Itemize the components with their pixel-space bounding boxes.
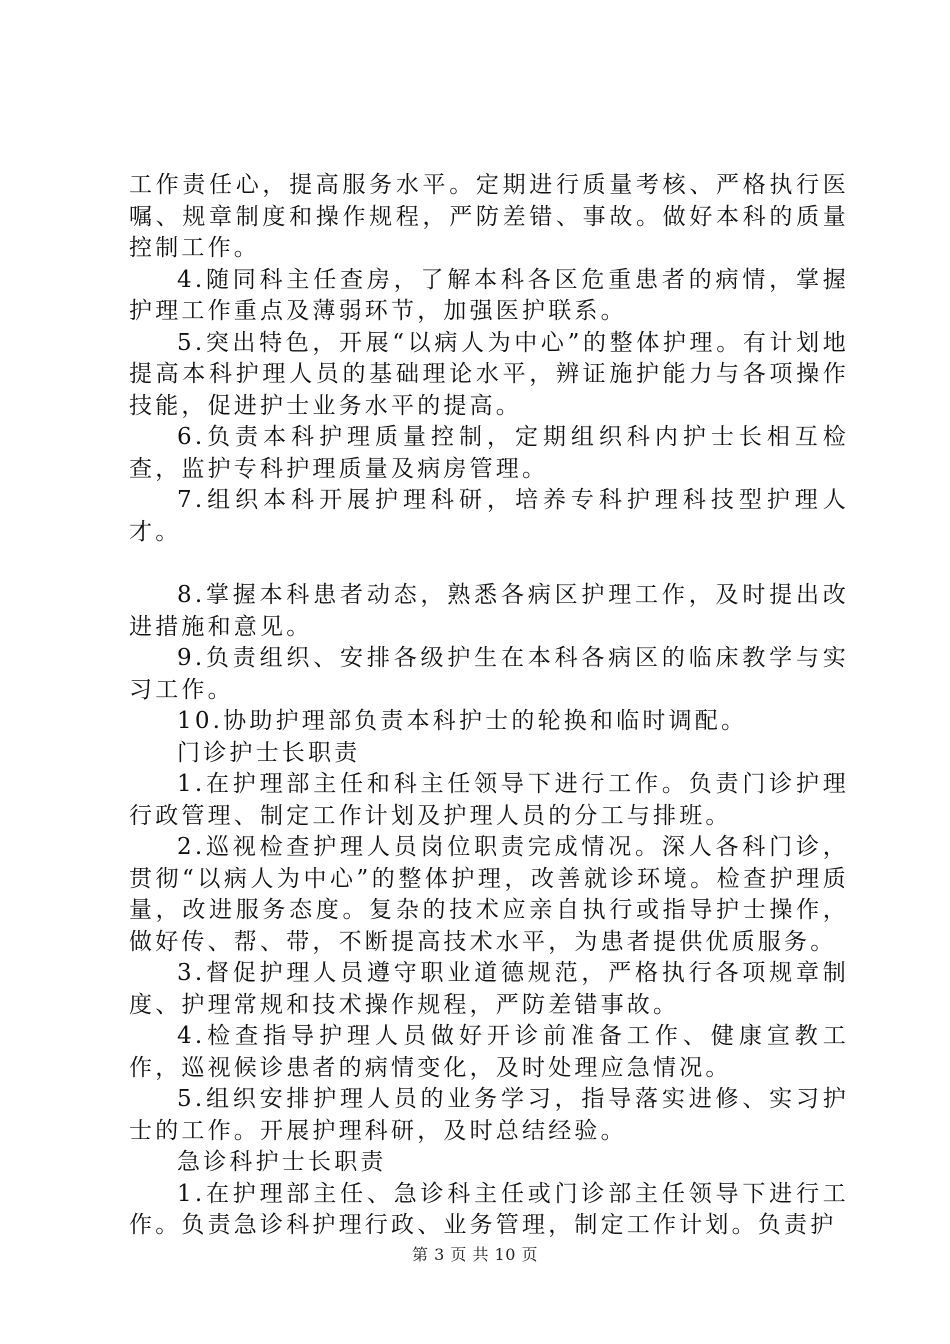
paragraph-continuation: 工作责任心，提高服务水平。定期进行质量考核、严格执行医嘱、规章制度和操作规程，严防差错、事故。做好本科的质量控制工作。 bbox=[129, 172, 849, 261]
page-number-footer: 第 3 页 共 10 页 bbox=[412, 1245, 538, 1264]
paragraph-item-7: 7.组织本科开展护理科研，培养专科护理科技型护理人才。 bbox=[129, 487, 849, 545]
paragraph-item-4: 4.随同科主任查房，了解本科各区危重患者的病情，掌握护理工作重点及薄弱环节，加强医护联系。 bbox=[129, 266, 849, 324]
paragraph-item-6: 6.负责本科护理质量控制，定期组织科内护士长相互检查，监护专科护理质量及病房管理。 bbox=[129, 424, 849, 482]
paragraph-gap bbox=[129, 548, 849, 580]
outpatient-item-4: 4.检查指导护理人员做好开诊前准备工作、健康宣教工作，巡视候诊患者的病情变化，及时处理应急情况。 bbox=[129, 1023, 849, 1081]
paragraph-item-5: 5.突出特色，开展“以病人为中心”的整体护理。有计划地提高本科护理人员的基础理论水平，辨证施护能力与各项操作技能，促进护士业务水平的提高。 bbox=[129, 329, 849, 419]
section-heading-outpatient: 门诊护士长职责 bbox=[177, 739, 361, 766]
paragraph-item-8: 8.掌握本科患者动态，熟悉各病区护理工作，及时提出改进措施和意见。 bbox=[129, 582, 849, 640]
outpatient-item-3: 3.督促护理人员遵守职业道德规范，严格执行各项规章制度、护理常规和技术操作规程，严防差错事故。 bbox=[129, 960, 849, 1018]
document-body bbox=[129, 170, 849, 1242]
paragraph-item-9: 9.负责组织、安排各级护生在本科各病区的临床教学与实习工作。 bbox=[129, 645, 849, 703]
emergency-item-1: 1.在护理部主任、急诊科主任或门诊部主任领导下进行工作。负责急诊科护理行政、业务管理，制定工作计划。负责护 bbox=[129, 1180, 849, 1238]
outpatient-item-5: 5.组织安排护理人员的业务学习，指导落实进修、实习护士的工作。开展护理科研，及时总结经验。 bbox=[129, 1086, 849, 1144]
outpatient-item-2: 2.巡视检查护理人员岗位职责完成情况。深人各科门诊，贯彻“以病人为中心”的整体护理，改善就诊环境。检查护理质量，改进服务态度。复杂的技术应亲自执行或指导护士操作，做好传、帮、带，不断提高技术水平，为患者提供优质服务。 bbox=[129, 834, 849, 955]
section-heading-emergency: 急诊科护士长职责 bbox=[177, 1149, 387, 1175]
paragraph-item-10: 10.协助护理部负责本科护士的轮换和临时调配。 bbox=[177, 708, 748, 734]
outpatient-item-1: 1.在护理部主任和科主任领导下进行工作。负责门诊护理行政管理、制定工作计划及护理人员的分工与排班。 bbox=[129, 771, 849, 829]
